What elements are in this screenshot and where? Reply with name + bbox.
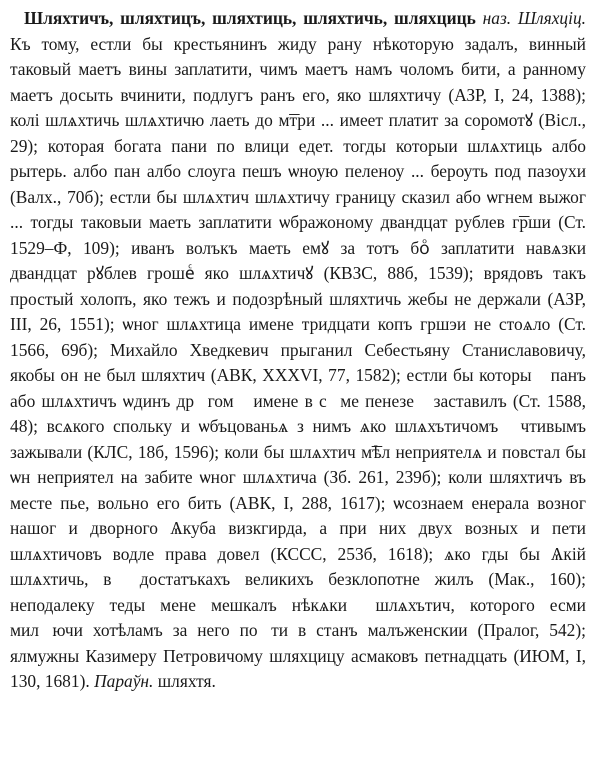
- entry-headword: Шляхтичъ, шляхтицъ, шляхтиць, шляхтичь, шляхциць: [24, 8, 476, 28]
- entry-cross-reference-label: Параўн.: [94, 671, 154, 691]
- entry-pos-note: наз. Шляхціц.: [482, 8, 586, 28]
- entry-cross-reference-target: шляхтя.: [157, 671, 216, 691]
- entry-body: Къ тому, естли бы крестьянинъ жиду рану нѣкоторую задалъ, винный таковый маетъ вины заплатити, чимъ маетъ намъ чоломъ бити, а ранному маетъ досыть вчинити, подлугъ ранъ его, яко шляхтичу (АЗР, I, 24, 1388); колі шлѧхтичь шлѧхтичю лаеть до м͞три ... имеет платит за соромотꙋ (Вісл., 29); которая богата пани по влици едет. тогды которыи шлѧхтиць албо рытерь. албо пан албо слоуга пешъ ѡноую пеленоу ... бероуть под пазоухи (Валх., 70б); естли бы шлѧхтич шлѧхтичу границу сказил або ѡгнем выжог ... тогды таковыи маеть заплатити ѡбражоному двандцат рублев г͞рши (Ст. 1529–Ф, 109); иванъ волъкъ маеть емꙋ за тотъ боⷪ заплатити навѧзки двандцат рꙋблев грошеⷭ яко шлѧхтичꙋ (КВЗС, 88б, 1539); врядовъ такъ простый холопъ, яко тежъ и подозрѣный шляхтичь жебы не держали (АЗР, III, 26, 1551); ѡног шлѧхтица имене тридцати копъ гршэи не стоѧло (Ст. 1566, 69б); Михайло Хведкевич прыганил Себестьяну Станиславовичу, якобы он не был шляхтич (АВК, XXXVI, 77, 1582); естли бы которыⷭ панъ або шлѧхтичъ ѡдинъ дрꙋгомꙋ имене в сꙋме пенезеⷭ заставилъ (Ст. 1588, 48); всѧкого спольку и ѡбъцованьѧ з нимъ ѧко шлѧхътичомъ ꙋчтивымъ зажывали (КЛС, 18б, 1596); коли бы шлѧхтич м͞ѣл неприятелѧ и повстал бы ѡн неприятел на забите ѡног шлѧхтича (Зб. 261, 239б); коли шляхтичъ въ месте пье, вольно его бить (АВК, I, 288, 1617); ѡсознаем енерала возног нашог и дворного Ѧкуба визкгирда, а при них двух возных и пети шлѧхтичовъ водле права довел (КССС, 253б, 1618); ѧко гды бы Ѧкій шлѧхтичь, вⷭ достатъкахъ великихъ безклопотне жилъ (Мак., 160); неподалеку теды мене мешкалъ нѣкѧкиⷭ шлѧхътич, которого есми милꙋючи хотѣламъ за него поⷭти в станъ малъженскии (Пралог, 542); ялмужны Казимеру Петровичому шляхцицу асмаковъ петнадцать (ИЮМ, I, 130, 1681).: [10, 33, 586, 691]
- dictionary-entry: [10, 6, 586, 695]
- dictionary-page: [10, 6, 586, 695]
